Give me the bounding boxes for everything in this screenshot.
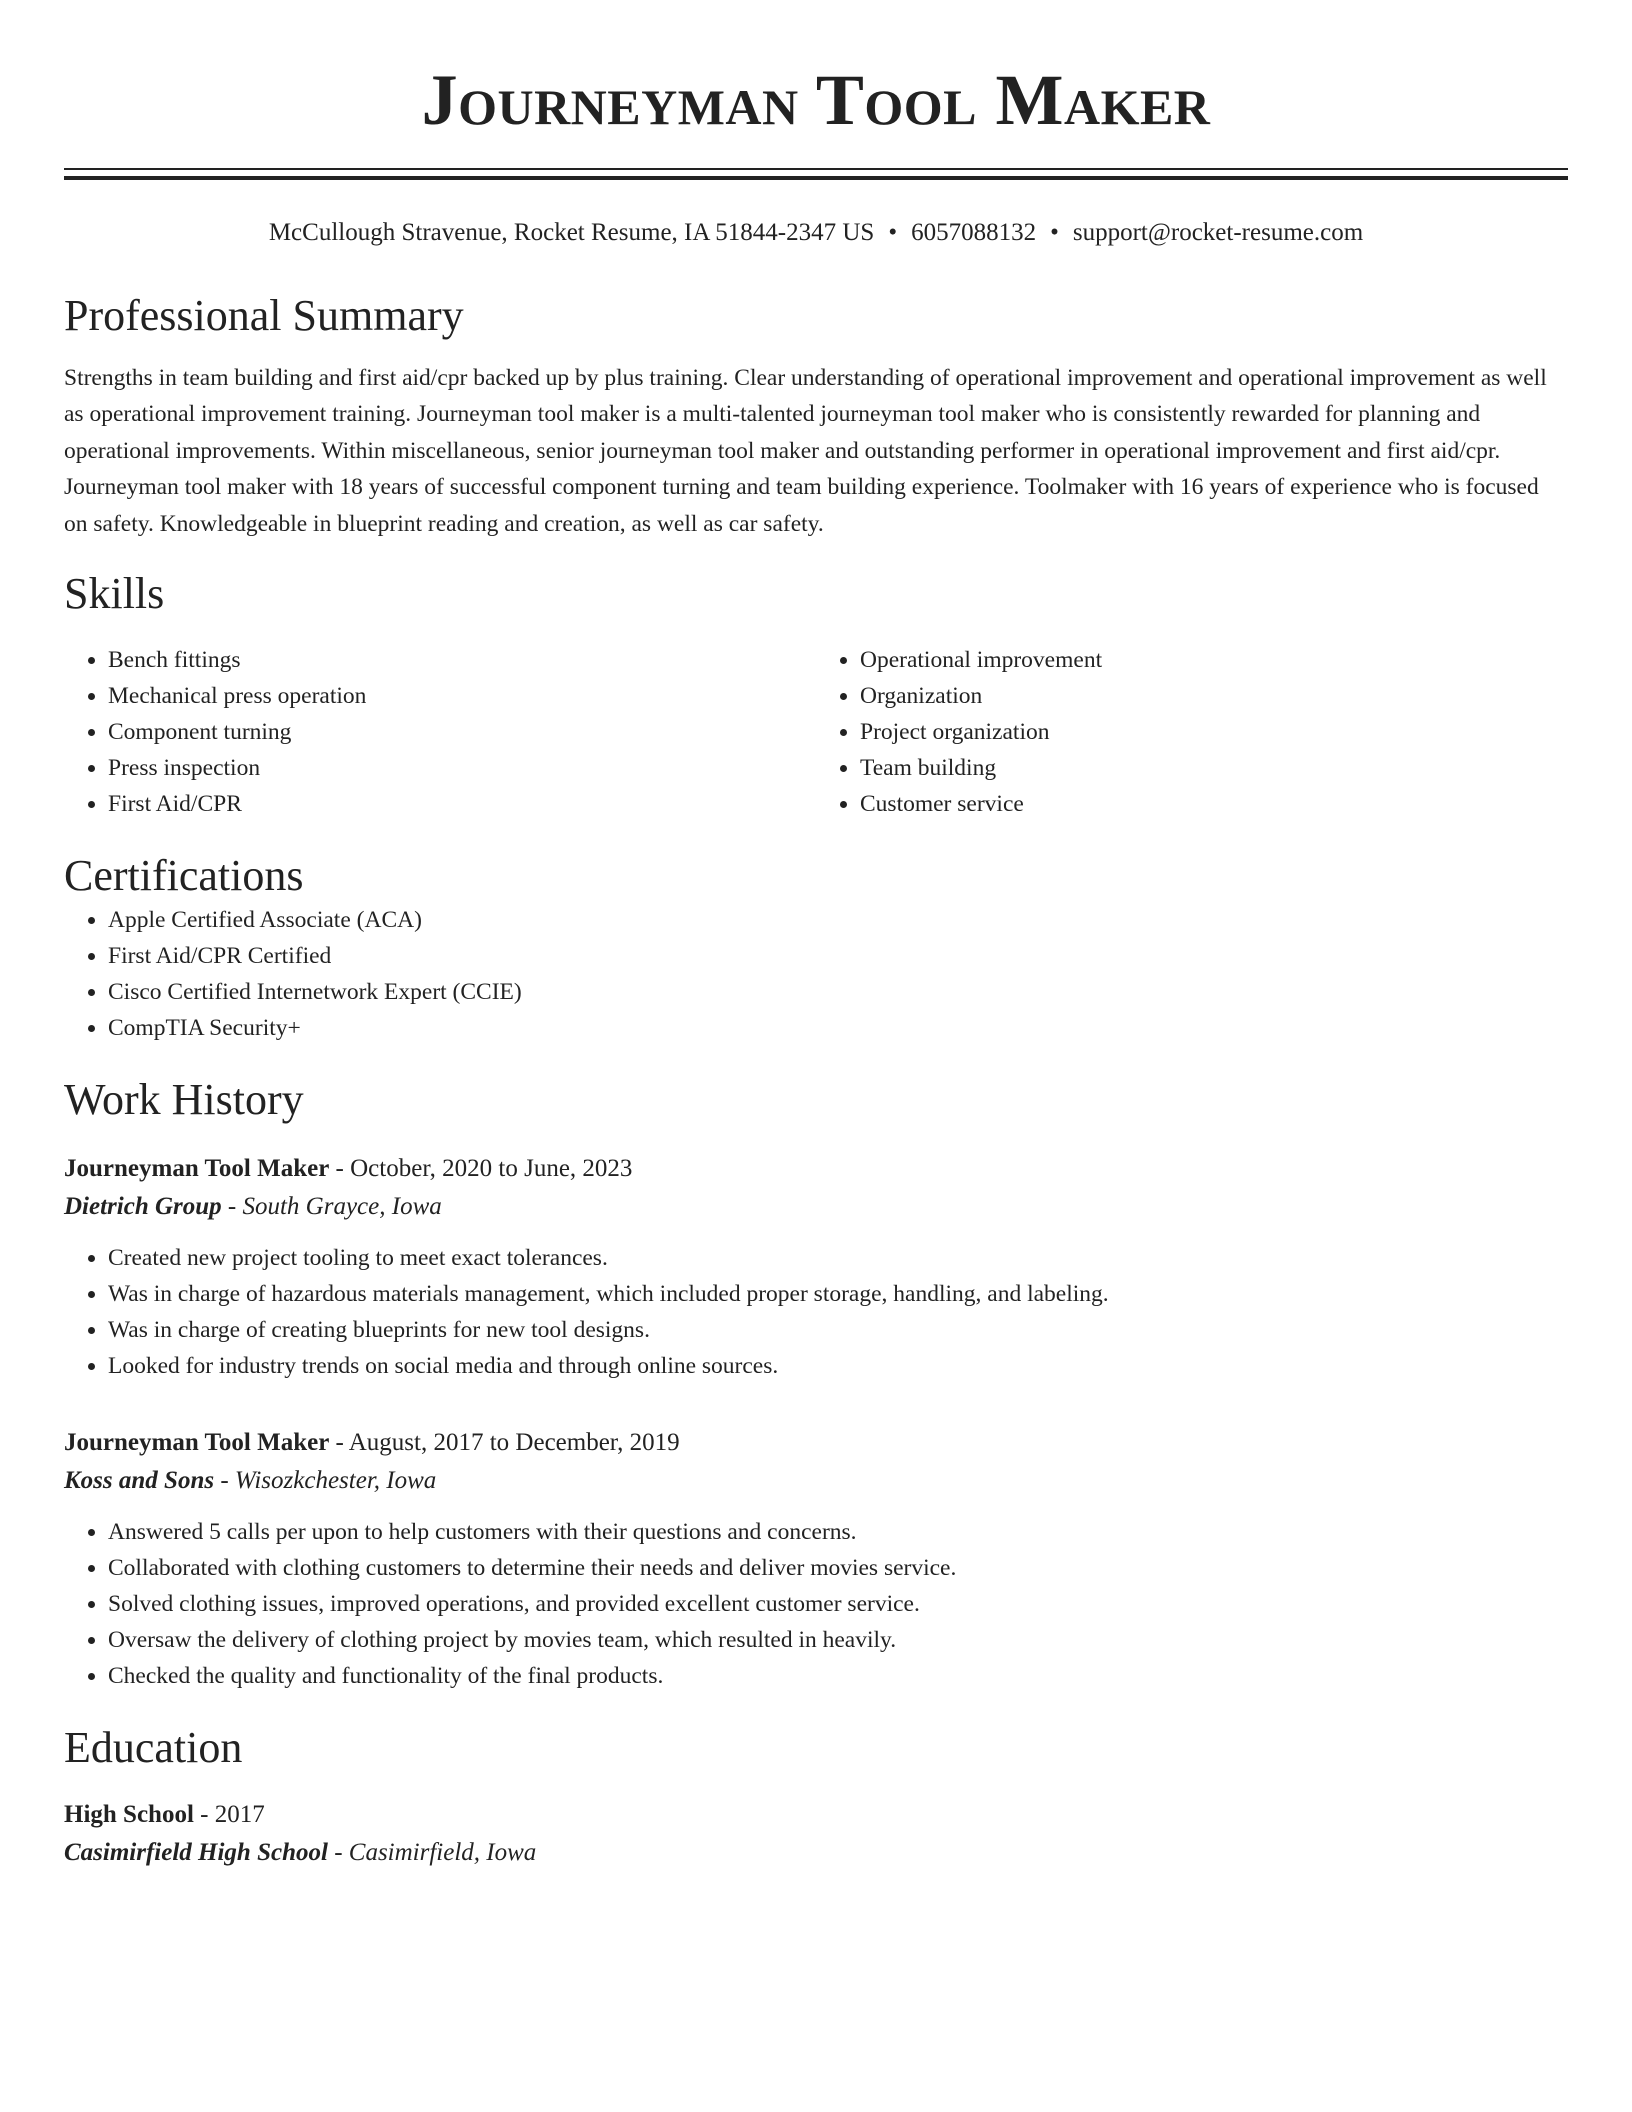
skills-list-right	[816, 642, 1568, 822]
contact-line	[64, 218, 1568, 248]
job-duty-item: • Was in charge of creating blueprints for new tool designs.	[108, 1312, 1568, 1348]
skill-item: • Component turning	[108, 714, 816, 750]
job-company: Dietrich Group	[64, 1193, 222, 1221]
header-divider-thick	[64, 176, 1568, 180]
job-dates: - October, 2020 to June, 2023	[329, 1155, 633, 1183]
job-dates: - August, 2017 to December, 2019	[329, 1429, 680, 1457]
job-role: Journeyman Tool Maker	[64, 1155, 330, 1183]
skills-list-left	[64, 642, 816, 822]
skills-column-left	[64, 642, 816, 822]
education-degree-line	[64, 1796, 1568, 1834]
job-duties-list	[64, 1240, 1568, 1384]
education-school-line	[64, 1834, 1568, 1872]
candidate-name: Journeyman Tool Maker	[421, 60, 1211, 140]
header-divider-thin	[64, 168, 1568, 170]
contact-address: McCullough Stravenue, Rocket Resume, IA 51844-2347 US	[268, 219, 875, 246]
work-history-heading: Work History	[64, 1075, 304, 1125]
resume-page	[64, 0, 1568, 1872]
skill-item: • Project organization	[860, 714, 1568, 750]
summary-text: Strengths in team building and first aid/cpr backed up by plus training. Clear understanding of operational improvement and operational improvement as well as operational improvement training. Journeyman tool maker is a multi-talented journeyman tool maker who is consistently rewarded for planning and operational improvements. Within miscellaneous, senior journeyman tool maker and outstanding performer in operational improvement and first aid/cpr. Journeyman tool maker with 18 years of successful component turning and team building experience. Toolmaker with 16 years of experience who is focused on safety. Knowledgeable in blueprint reading and creation, as well as car safety.	[64, 365, 1547, 537]
summary-heading: Professional Summary	[64, 291, 464, 340]
job-duty-item: • Was in charge of hazardous materials management, which included proper storage, handling, and labeling.	[108, 1276, 1568, 1312]
job-duty-item: • Checked the quality and functionality of the final products.	[108, 1658, 1568, 1694]
job-duty-item: • Collaborated with clothing customers to determine their needs and deliver movies service.	[108, 1550, 1568, 1586]
job-role: Journeyman Tool Maker	[64, 1429, 330, 1457]
education-school: Casimirfield High School	[64, 1839, 328, 1867]
contact-separator: •	[1050, 219, 1059, 246]
contact-phone: 6057088132	[911, 219, 1037, 246]
job-company: Koss and Sons	[64, 1467, 215, 1495]
job-entry	[64, 1424, 1568, 1694]
skill-item: • Team building	[860, 750, 1568, 786]
skill-item: • Organization	[860, 678, 1568, 714]
skills-column-right	[816, 642, 1568, 822]
skill-item: • Press inspection	[108, 750, 816, 786]
certification-item: • Apple Certified Associate (ACA)	[108, 902, 1568, 938]
certification-item: • First Aid/CPR Certified	[108, 938, 1568, 974]
job-duties-list	[64, 1514, 1568, 1694]
skill-item: • First Aid/CPR	[108, 786, 816, 822]
education-year: - 2017	[193, 1801, 265, 1829]
skill-item: • Mechanical press operation	[108, 678, 816, 714]
contact-email: support@rocket-resume.com	[1072, 219, 1364, 246]
job-duty-item: • Answered 5 calls per upon to help customers with their questions and concerns.	[108, 1514, 1568, 1550]
job-company-line	[64, 1462, 1568, 1500]
certification-item: • Cisco Certified Internetwork Expert (CCIE)	[108, 974, 1568, 1010]
job-title-line	[64, 1424, 1568, 1462]
contact-separator: •	[888, 219, 898, 246]
education-entry	[64, 1796, 1568, 1872]
job-duty-item: • Solved clothing issues, improved operations, and provided excellent customer service.	[108, 1586, 1568, 1622]
education-location: - Casimirfield, Iowa	[327, 1839, 537, 1867]
certification-item: • CompTIA Security+	[108, 1010, 1568, 1046]
skills-heading: Skills	[64, 569, 165, 619]
job-location: - Wisozkchester, Iowa	[214, 1467, 437, 1495]
skill-item: • Bench fittings	[108, 642, 816, 678]
job-title-line	[64, 1150, 1568, 1188]
certifications-heading: Certifications	[64, 851, 304, 901]
job-duty-item: • Oversaw the delivery of clothing project by movies team, which resulted in heavily.	[108, 1622, 1568, 1658]
job-duty-item: • Created new project tooling to meet exact tolerances.	[108, 1240, 1568, 1276]
job-company-line	[64, 1188, 1568, 1226]
skill-item: • Operational improvement	[860, 642, 1568, 678]
education-degree: High School	[64, 1801, 194, 1829]
skills-columns	[64, 642, 1568, 822]
education-heading: Education	[64, 1723, 243, 1773]
certifications-list	[64, 902, 1568, 1046]
job-duty-item: • Looked for industry trends on social media and through online sources.	[108, 1348, 1568, 1384]
job-location: - South Grayce, Iowa	[221, 1193, 442, 1221]
skill-item: • Customer service	[860, 786, 1568, 822]
job-entry	[64, 1150, 1568, 1384]
